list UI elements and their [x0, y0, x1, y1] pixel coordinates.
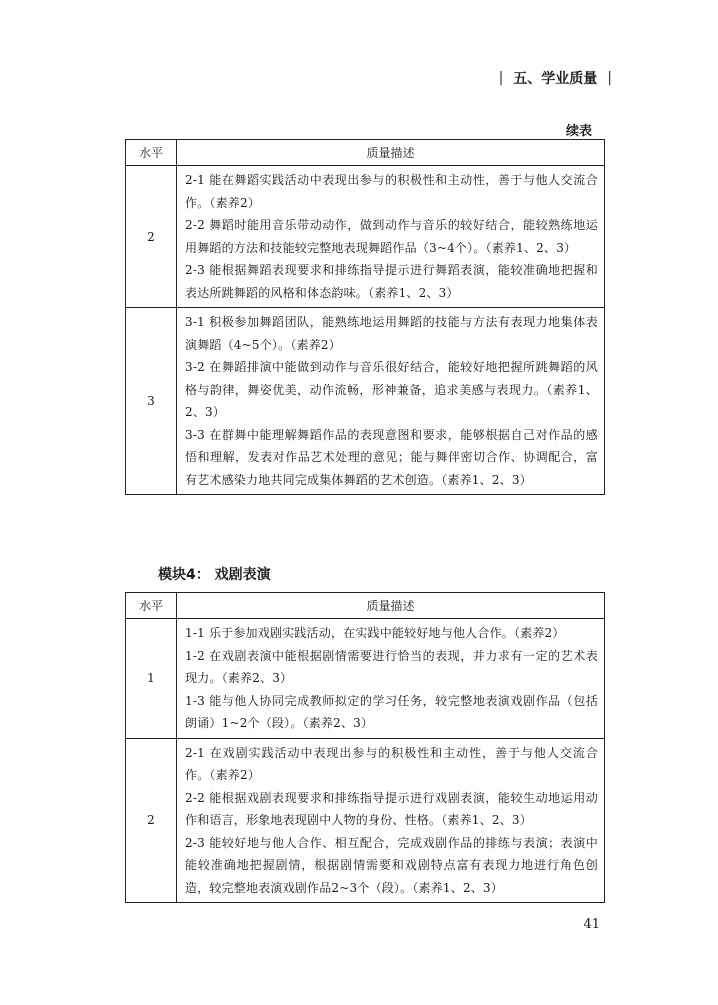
continued-label: 续表 — [565, 124, 592, 139]
description-cell — [177, 166, 605, 308]
description-item: 2-1 在戏剧实践活动中表现出参与的积极性和主动性，善于与他人交流合作。（素养2） — [185, 745, 598, 782]
running-head — [499, 68, 612, 88]
column-header-description: 质量描述 — [177, 593, 605, 619]
page-number: 41 — [583, 917, 600, 932]
description-item: 1-1 乐于参加戏剧实践活动，在实践中能较好地与他人合作。（素养2） — [185, 626, 565, 640]
level-cell: 1 — [126, 619, 177, 739]
section-title: 五、学业质量 — [513, 71, 598, 87]
description-item: 2-2 舞蹈时能用音乐带动动作，做到动作与音乐的较好结合，能较熟练地运用舞蹈的方法和技能较完整地表现舞蹈作品（3~4个）。（素养1、2、3） — [185, 218, 598, 255]
column-header-level: 水平 — [126, 593, 177, 619]
table-row — [126, 308, 605, 495]
description-cell — [177, 619, 605, 739]
description-item: 2-3 能根据舞蹈表现要求和排练指导提示进行舞蹈表演，能较准确地把握和表达所跳舞蹈的风格和体态韵味。（素养1、2、3） — [185, 263, 598, 300]
description-item: 3-3 在群舞中能理解舞蹈作品的表现意图和要求，能够根据自己对作品的感悟和理解，发表对作品艺术处理的意见；能与舞伴密切合作、协调配合，富有艺术感染力地共同完成集体舞蹈的艺术创造。（素养1、2、3） — [185, 427, 598, 487]
divider-bar-right: | — [607, 70, 612, 86]
description-item: 1-3 能与他人协同完成教师拟定的学习任务，较完整地表演戏剧作品（包括朗诵）1~2个（段）。（素养2、3） — [185, 693, 598, 730]
quality-table-drama — [125, 592, 605, 903]
module-heading: 模块4： 戏剧表演 — [158, 567, 271, 583]
description-item: 2-2 能根据戏剧表现要求和排练指导提示进行戏剧表演，能较生动地运用动作和语言，形象地表现剧中人物的身份、性格。（素养1、2、3） — [185, 790, 598, 827]
description-item: 2-3 能较好地与他人合作、相互配合，完成戏剧作品的排练与表演；表演中能较准确地把握剧情，根据剧情需要和戏剧特点富有表现力地进行角色创造，较完整地表演戏剧作品2~3个（段）。（素养1、2、3） — [185, 835, 598, 895]
level-cell: 2 — [126, 738, 177, 903]
description-item: 3-2 在舞蹈排演中能做到动作与音乐很好结合，能较好地把握所跳舞蹈的风格与韵律，舞姿优美，动作流畅，形神兼备，追求美感与表现力。（素养1、2、3） — [185, 360, 598, 419]
column-header-level: 水平 — [126, 140, 177, 166]
level-cell: 2 — [126, 166, 177, 308]
description-cell — [177, 738, 605, 903]
description-item: 2-1 能在舞蹈实践活动中表现出参与的积极性和主动性，善于与他人交流合作。（素养2） — [185, 173, 598, 210]
divider-bar-left: | — [498, 70, 504, 86]
quality-table-dance — [125, 139, 605, 495]
table-row — [126, 166, 605, 308]
table-row — [126, 619, 605, 739]
description-item: 3-1 积极参加舞蹈团队，能熟练地运用舞蹈的技能与方法有表现力地集体表演舞蹈（4~5个）。（素养2） — [185, 315, 598, 352]
column-header-description: 质量描述 — [177, 140, 605, 166]
table-header-row — [126, 593, 605, 619]
level-cell: 3 — [126, 308, 177, 495]
table-header-row — [126, 140, 605, 166]
description-item: 1-2 在戏剧表演中能根据剧情需要进行恰当的表现，并力求有一定的艺术表现力。（素养2、3） — [185, 648, 598, 685]
table-row — [126, 738, 605, 903]
description-cell — [177, 308, 605, 495]
